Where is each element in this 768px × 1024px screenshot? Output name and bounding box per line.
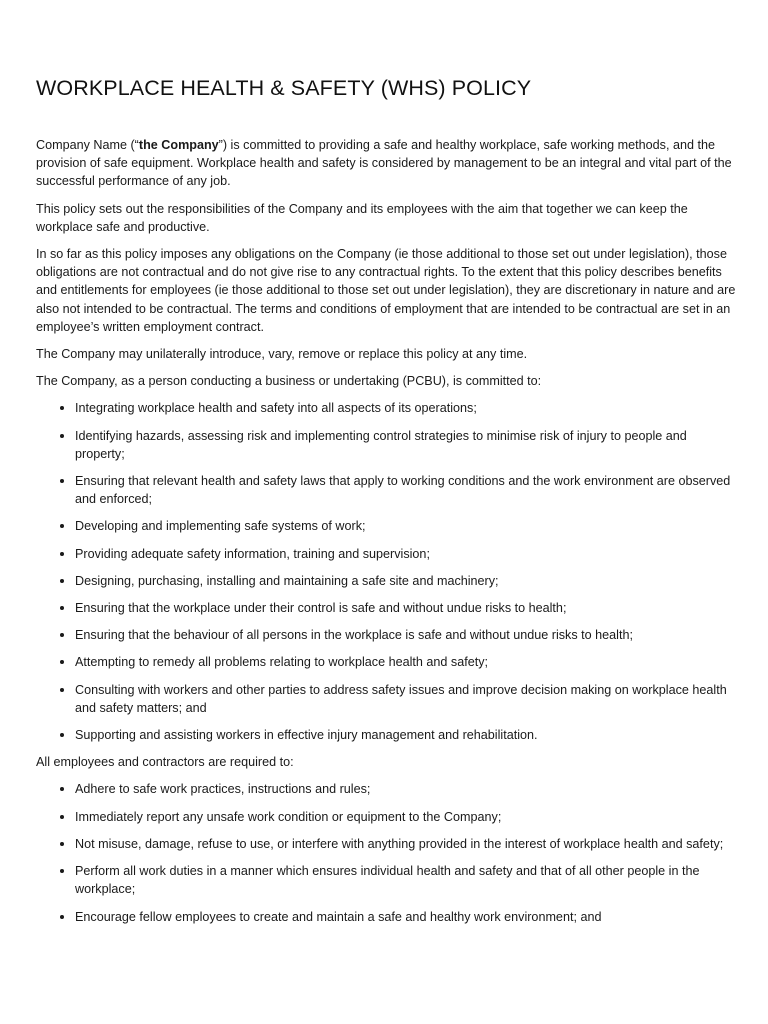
list-item xyxy=(36,780,736,798)
list-item xyxy=(36,626,736,644)
bullet-icon xyxy=(60,606,64,610)
employees-heading: All employees and contractors are required to: xyxy=(36,755,294,770)
bullet-icon xyxy=(60,552,64,556)
list-item-text: Immediately report any unsafe work condition or equipment to the Company; xyxy=(75,809,502,824)
intro-company-term: the Company xyxy=(138,138,219,152)
bullet-icon xyxy=(60,660,64,664)
employee-requirements-list xyxy=(36,780,736,925)
list-item xyxy=(36,427,736,463)
list-item xyxy=(36,726,736,744)
pcbu-commitment-intro: The Company, as a person conducting a business or undertaking (PCBU), is committed to: xyxy=(36,374,542,389)
bullet-icon xyxy=(60,815,64,819)
non-contractual-paragraph: In so far as this policy imposes any obligations on the Company (ie those additional to those set out under legislation), those obligations are not contractual and do not give rise to any contractual rights. To the extent that this policy describes benefits and entitlements for employees (ie those additional to those set out under legislation), they are discretionary in nature and are also not intended to be contractual. The terms and conditions of employment that are intended to be contractual are set in an employee’s written employment contract. xyxy=(36,247,736,334)
bullet-icon xyxy=(60,579,64,583)
list-item-text: Not misuse, damage, refuse to use, or interfere with anything provided in the interest of workplace health and safety; xyxy=(75,836,724,851)
list-item xyxy=(36,399,736,417)
bullet-icon xyxy=(60,733,64,737)
list-item-text: Attempting to remedy all problems relating to workplace health and safety; xyxy=(75,655,489,670)
bullet-icon xyxy=(60,688,64,692)
list-item xyxy=(36,572,736,590)
bullet-icon xyxy=(60,915,64,919)
list-item-text: Consulting with workers and other parties to address safety issues and improve decision making on workplace health and safety matters; and xyxy=(75,682,727,715)
list-item-text: Ensuring that the behaviour of all persons in the workplace is safe and without undue risks to health; xyxy=(75,628,633,643)
intro-suffix: ”) is committed to providing a safe and healthy workplace, safe working methods, and the provision of safe equipment. Workplace health and safety is considered by management to be an integral and vital part of the successful performance of any job. xyxy=(36,138,732,189)
bullet-icon xyxy=(60,869,64,873)
list-item xyxy=(36,653,736,671)
bullet-icon xyxy=(60,479,64,483)
bullet-icon xyxy=(60,406,64,410)
list-item-text: Identifying hazards, assessing risk and implementing control strategies to minimise risk of injury to people and property; xyxy=(75,428,687,461)
list-item xyxy=(36,545,736,563)
list-item xyxy=(36,862,736,898)
company-commitments-list xyxy=(36,399,736,744)
bullet-icon xyxy=(60,524,64,528)
bullet-icon xyxy=(60,842,64,846)
list-item-text: Developing and implementing safe systems of work; xyxy=(75,519,366,534)
list-item-text: Supporting and assisting workers in effective injury management and rehabilitation. xyxy=(75,728,538,743)
list-item xyxy=(36,835,736,853)
document-title: WORKPLACE HEALTH & SAFETY (WHS) POLICY xyxy=(36,76,532,100)
list-item xyxy=(36,472,736,508)
list-item xyxy=(36,908,736,926)
intro-paragraph xyxy=(36,136,736,191)
bullet-icon xyxy=(60,434,64,438)
list-item-text: Encourage fellow employees to create and maintain a safe and healthy work environment; and xyxy=(75,909,602,924)
document-page xyxy=(36,75,736,935)
list-item xyxy=(36,517,736,535)
list-item xyxy=(36,808,736,826)
list-item xyxy=(36,599,736,617)
variation-paragraph: The Company may unilaterally introduce, vary, remove or replace this policy at any time. xyxy=(36,347,528,362)
list-item-text: Ensuring that the workplace under their control is safe and without undue risks to health; xyxy=(75,601,567,616)
intro-prefix: Company Name (“ xyxy=(36,138,139,152)
list-item-text: Perform all work duties in a manner which ensures individual health and safety and that of all other people in the workplace; xyxy=(75,864,700,897)
bullet-icon xyxy=(60,633,64,637)
list-item-text: Integrating workplace health and safety into all aspects of its operations; xyxy=(75,401,477,416)
list-item-text: Providing adequate safety information, training and supervision; xyxy=(75,546,430,561)
list-item-text: Designing, purchasing, installing and maintaining a safe site and machinery; xyxy=(75,573,499,588)
list-item-text: Adhere to safe work practices, instructions and rules; xyxy=(75,782,371,797)
bullet-icon xyxy=(60,787,64,791)
list-item xyxy=(36,681,736,717)
purpose-paragraph: This policy sets out the responsibilities of the Company and its employees with the aim that together we can keep the workplace safe and productive. xyxy=(36,201,688,234)
list-item-text: Ensuring that relevant health and safety laws that apply to working conditions and the work environment are observed and enforced; xyxy=(75,474,731,507)
